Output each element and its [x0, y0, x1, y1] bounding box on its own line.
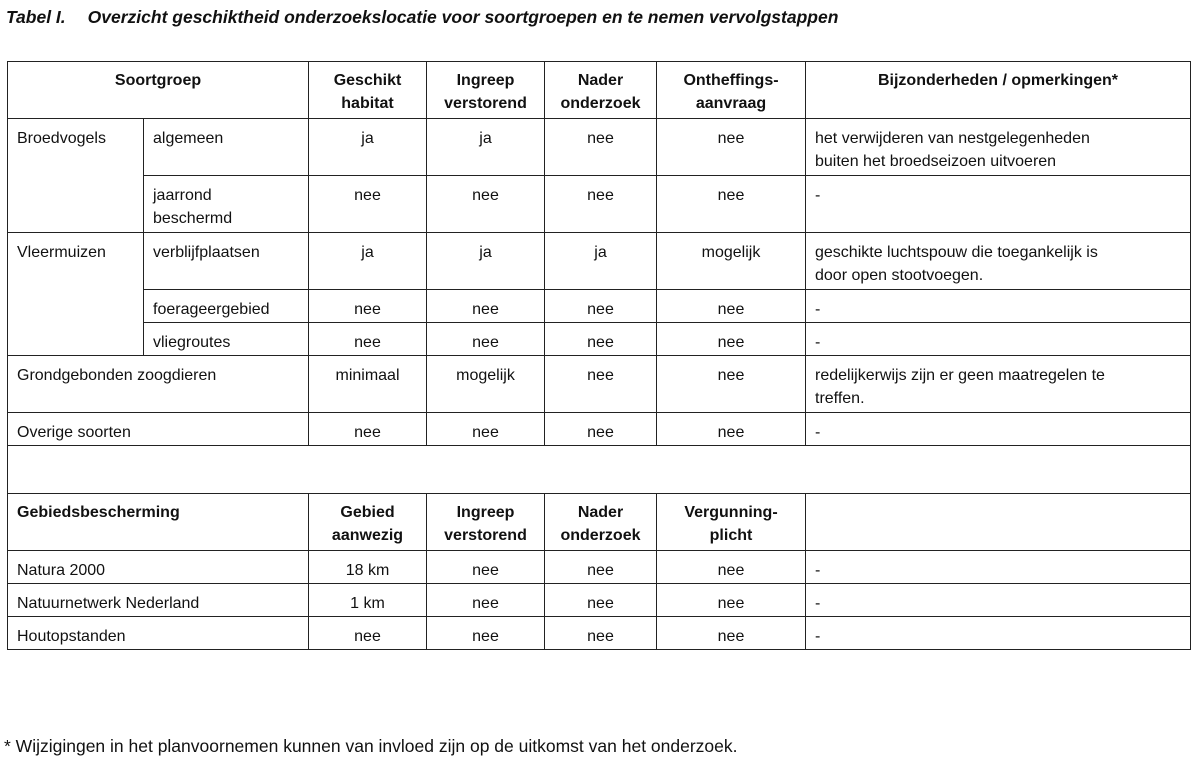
- vergunning-cell: nee: [657, 584, 806, 617]
- opmerking-cell: -: [806, 176, 1191, 233]
- species-header-row: [8, 62, 1191, 119]
- nader-cell: nee: [545, 176, 657, 233]
- geschikt-cell: nee: [309, 176, 427, 233]
- spacer-row: [8, 446, 1191, 494]
- subgroup-cell: vliegroutes: [144, 323, 309, 356]
- table-row: [8, 584, 1191, 617]
- subgroup-cell: verblijfplaatsen: [144, 233, 309, 290]
- header-gebiedsbescherming: Gebiedsbescherming: [8, 494, 309, 551]
- table-row: [8, 176, 1191, 233]
- table-row: [8, 233, 1191, 290]
- table-title-text: Overzicht geschiktheid onderzoekslocatie voor soortgroepen en te nemen vervolgstappen: [87, 7, 839, 27]
- header-nader-onderzoek: Nader onderzoek: [545, 62, 657, 119]
- group-grondgebonden: Grondgebonden zoogdieren: [8, 356, 309, 413]
- header-nader-onderzoek-2: Nader onderzoek: [545, 494, 657, 551]
- ingreep-cell: nee: [427, 323, 545, 356]
- species-table: [7, 61, 1191, 650]
- ontheffing-cell: nee: [657, 323, 806, 356]
- header-opmerkingen: Bijzonderheden / opmerkingen*: [806, 62, 1191, 119]
- header-geschikt-habitat: Geschikt habitat: [309, 62, 427, 119]
- ingreep-cell: nee: [427, 176, 545, 233]
- geschikt-cell: minimaal: [309, 356, 427, 413]
- nader-cell: nee: [545, 323, 657, 356]
- table-row: [8, 617, 1191, 650]
- header-ingreep-verstorend: Ingreep verstorend: [427, 62, 545, 119]
- table-row: [8, 323, 1191, 356]
- ingreep-cell: nee: [427, 413, 545, 446]
- footnote: * Wijzigingen in het planvoornemen kunnen van invloed zijn op de uitkomst van het onderzoek.: [4, 736, 738, 756]
- header-ontheffingsaanvraag: Ontheffings- aanvraag: [657, 62, 806, 119]
- opmerking-cell: -: [806, 584, 1191, 617]
- opmerking-cell: geschikte luchtspouw die toegankelijk is door open stootvoegen.: [806, 233, 1191, 290]
- opmerking-cell: -: [806, 290, 1191, 323]
- area-name-cell: Houtopstanden: [8, 617, 309, 650]
- nader-cell: nee: [545, 119, 657, 176]
- group-overige: Overige soorten: [8, 413, 309, 446]
- header-soortgroep: Soortgroep: [8, 62, 309, 119]
- table-row: [8, 551, 1191, 584]
- opmerking-cell: redelijkerwijs zijn er geen maatregelen te treffen.: [806, 356, 1191, 413]
- subgroup-cell: algemeen: [144, 119, 309, 176]
- ontheffing-cell: nee: [657, 176, 806, 233]
- aanwezig-cell: 18 km: [309, 551, 427, 584]
- vergunning-cell: nee: [657, 551, 806, 584]
- subgroup-cell: foerageergebied: [144, 290, 309, 323]
- geschikt-cell: nee: [309, 413, 427, 446]
- nader-cell: nee: [545, 551, 657, 584]
- area-name-cell: Natura 2000: [8, 551, 309, 584]
- nader-cell: nee: [545, 584, 657, 617]
- geschikt-cell: ja: [309, 119, 427, 176]
- nader-cell: ja: [545, 233, 657, 290]
- geschikt-cell: nee: [309, 290, 427, 323]
- aanwezig-cell: nee: [309, 617, 427, 650]
- ontheffing-cell: nee: [657, 413, 806, 446]
- header-gebied-aanwezig: Gebied aanwezig: [309, 494, 427, 551]
- opmerking-cell: -: [806, 617, 1191, 650]
- ontheffing-cell: nee: [657, 290, 806, 323]
- nader-cell: nee: [545, 290, 657, 323]
- ontheffing-cell: nee: [657, 119, 806, 176]
- vergunning-cell: nee: [657, 617, 806, 650]
- area-header-row: [8, 494, 1191, 551]
- opmerking-cell: het verwijderen van nestgelegenheden buiten het broedseizoen uitvoeren: [806, 119, 1191, 176]
- aanwezig-cell: 1 km: [309, 584, 427, 617]
- table-title: [6, 7, 838, 28]
- group-broedvogels: Broedvogels: [8, 119, 144, 233]
- header-ingreep-verstorend-2: Ingreep verstorend: [427, 494, 545, 551]
- ingreep-cell: nee: [427, 584, 545, 617]
- table-number: Tabel I.: [6, 7, 66, 27]
- subgroup-cell: jaarrond beschermd: [144, 176, 309, 233]
- ontheffing-cell: mogelijk: [657, 233, 806, 290]
- group-vleermuizen: Vleermuizen: [8, 233, 144, 356]
- table-row: [8, 119, 1191, 176]
- table-row: [8, 290, 1191, 323]
- nader-cell: nee: [545, 413, 657, 446]
- table-row: [8, 356, 1191, 413]
- ingreep-cell: nee: [427, 290, 545, 323]
- header-vergunningplicht: Vergunning- plicht: [657, 494, 806, 551]
- nader-cell: nee: [545, 356, 657, 413]
- ingreep-cell: ja: [427, 119, 545, 176]
- geschikt-cell: nee: [309, 323, 427, 356]
- ingreep-cell: nee: [427, 617, 545, 650]
- ingreep-cell: mogelijk: [427, 356, 545, 413]
- header-empty: [806, 494, 1191, 551]
- opmerking-cell: -: [806, 551, 1191, 584]
- ingreep-cell: nee: [427, 551, 545, 584]
- geschikt-cell: ja: [309, 233, 427, 290]
- opmerking-cell: -: [806, 413, 1191, 446]
- table-row: [8, 413, 1191, 446]
- spacer-cell: [8, 446, 1191, 494]
- ontheffing-cell: nee: [657, 356, 806, 413]
- opmerking-cell: -: [806, 323, 1191, 356]
- nader-cell: nee: [545, 617, 657, 650]
- ingreep-cell: ja: [427, 233, 545, 290]
- area-name-cell: Natuurnetwerk Nederland: [8, 584, 309, 617]
